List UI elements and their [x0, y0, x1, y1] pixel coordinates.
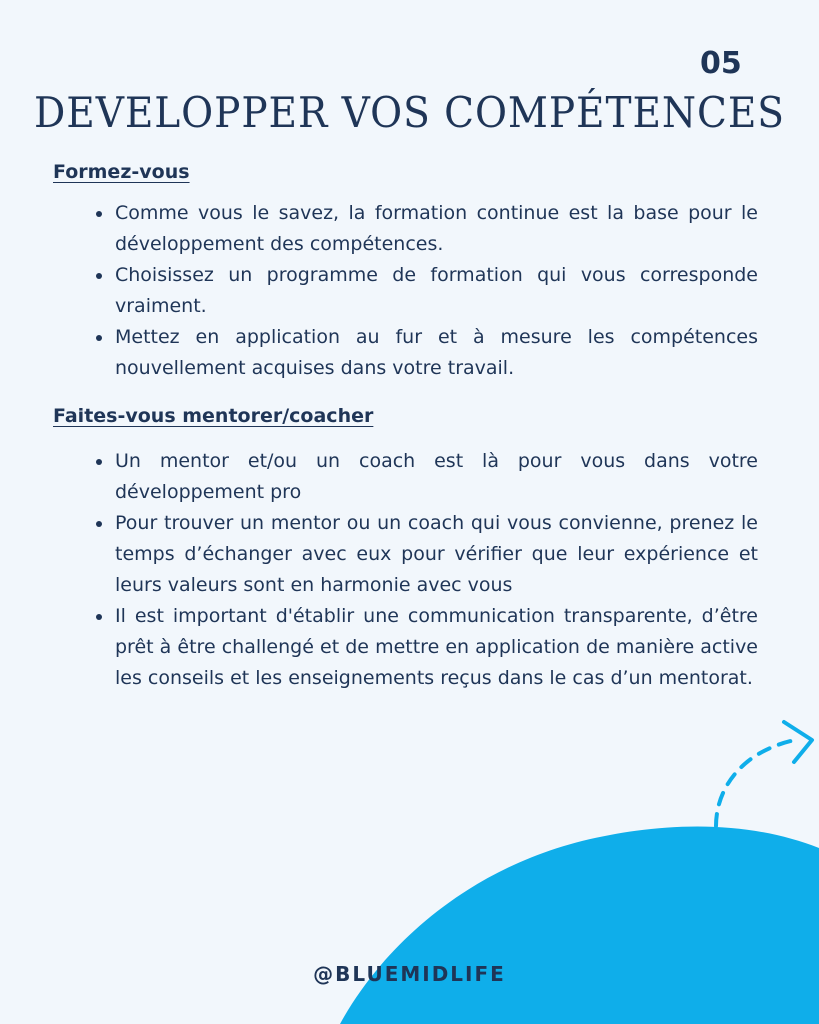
list-item: Pour trouver un mentor ou un coach qui vous convienne, prenez le temps d’échanger avec eux pour vérifier que leur expérience et leurs valeurs sont en harmonie avec vous [115, 508, 758, 601]
section-1-title: Formez-vous [53, 161, 190, 183]
list-item: Mettez en application au fur et à mesure les compétences nouvellement acquises dans votre travail. [115, 322, 758, 384]
blue-wave-shape [340, 826, 819, 1024]
list-item: Choisissez un programme de formation qui vous corresponde vraiment. [115, 260, 758, 322]
section-2-title: Faites-vous mentorer/coacher [53, 405, 374, 427]
list-item: Un mentor et/ou un coach est là pour vous dans votre développement pro [115, 446, 758, 508]
dashed-curved-arrow-icon [716, 722, 812, 826]
list-item: Comme vous le savez, la formation continue est la base pour le développement des compétences. [115, 198, 758, 260]
social-handle: @BLUEMIDLIFE [313, 962, 506, 986]
list-item: Il est important d'établir une communication transparente, d’être prêt à être challengé et de mettre en application de manière active les conseils et les enseignements reçus dans le cas d’un mentorat. [115, 601, 758, 694]
page-number: 05 [700, 46, 742, 81]
page-title: DEVELOPPER VOS COMPÉTENCES [34, 88, 785, 137]
